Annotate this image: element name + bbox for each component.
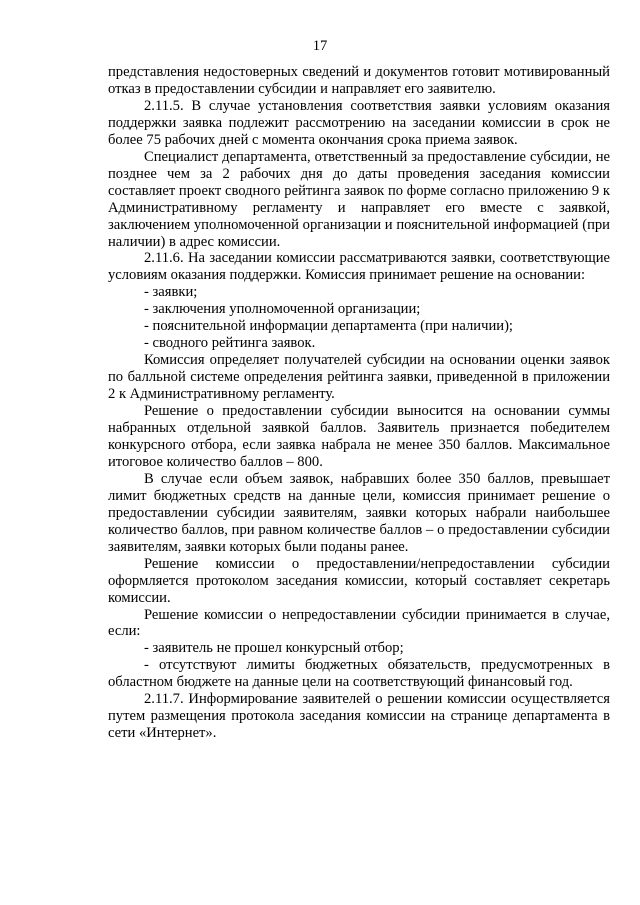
paragraph: Решение о предоставлении субсидии выносится на основании суммы набранных отдельной заявкой баллов. Заявитель признается победителем конкурсного отбора, если заявка набрала не менее 350 баллов. Максимальное итоговое количество баллов – 800. [108, 403, 610, 470]
list-item: - заявитель не прошел конкурсный отбор; [144, 640, 404, 657]
paragraph: Специалист департамента, ответственный за предоставление субсидии, не позднее чем за 2 рабочих дня до даты проведения заседания комиссии составляет проект сводного рейтинга заявок по форме согласно приложению 9 к Административному регламенту и направляет его вместе с заявкой, заключением уполномоченной организации и пояснительной информацией (при наличии) в адрес комиссии. [108, 148, 610, 250]
paragraph: - отсутствуют лимиты бюджетных обязательств, предусмотренных в областном бюджете на данные цели на соответствующий финансовый год. [108, 657, 610, 691]
list-item: - сводного рейтинга заявок. [144, 335, 316, 352]
paragraph: Решение комиссии о непредоставлении субсидии принимается в случае, если: [108, 606, 610, 640]
list-item: - заявки; [144, 284, 198, 301]
document-body [108, 64, 610, 742]
list-item: - пояснительной информации департамента (при наличии); [144, 318, 513, 335]
paragraph: В случае если объем заявок, набравших более 350 баллов, превышает лимит бюджетных средств на данные цели, комиссия принимает решение о предоставлении субсидии заявителям, заявки которых набрали наибольшее количество баллов, при равном количестве баллов – о предоставлении субсидии заявителям, заявки которых были поданы ранее. [108, 470, 610, 555]
page-number: 17 [312, 38, 328, 54]
paragraph: Комиссия определяет получателей субсидии на основании оценки заявок по балльной системе определения рейтинга заявки, приведенной в приложении 2 к Административному регламенту. [108, 352, 610, 403]
list-item: - заключения уполномоченной организации; [144, 301, 421, 318]
paragraph: представления недостоверных сведений и документов готовит мотивированный отказ в предоставлении субсидии и направляет его заявителю. [108, 64, 610, 97]
paragraph: 2.11.7. Информирование заявителей о решении комиссии осуществляется путем размещения протокола заседания комиссии на странице департамента в сети «Интернет». [108, 691, 610, 742]
paragraph: Решение комиссии о предоставлении/непредоставлении субсидии оформляется протоколом заседания комиссии, который составляет секретарь комиссии. [108, 555, 610, 606]
paragraph: 2.11.6. На заседании комиссии рассматриваются заявки, соответствующие условиям оказания поддержки. Комиссия принимает решение на основании: [108, 250, 610, 284]
paragraph: 2.11.5. В случае установления соответствия заявки условиям оказания поддержки заявка подлежит рассмотрению на заседании комиссии в срок не более 75 рабочих дней с момента окончания срока приема заявок. [108, 97, 610, 148]
